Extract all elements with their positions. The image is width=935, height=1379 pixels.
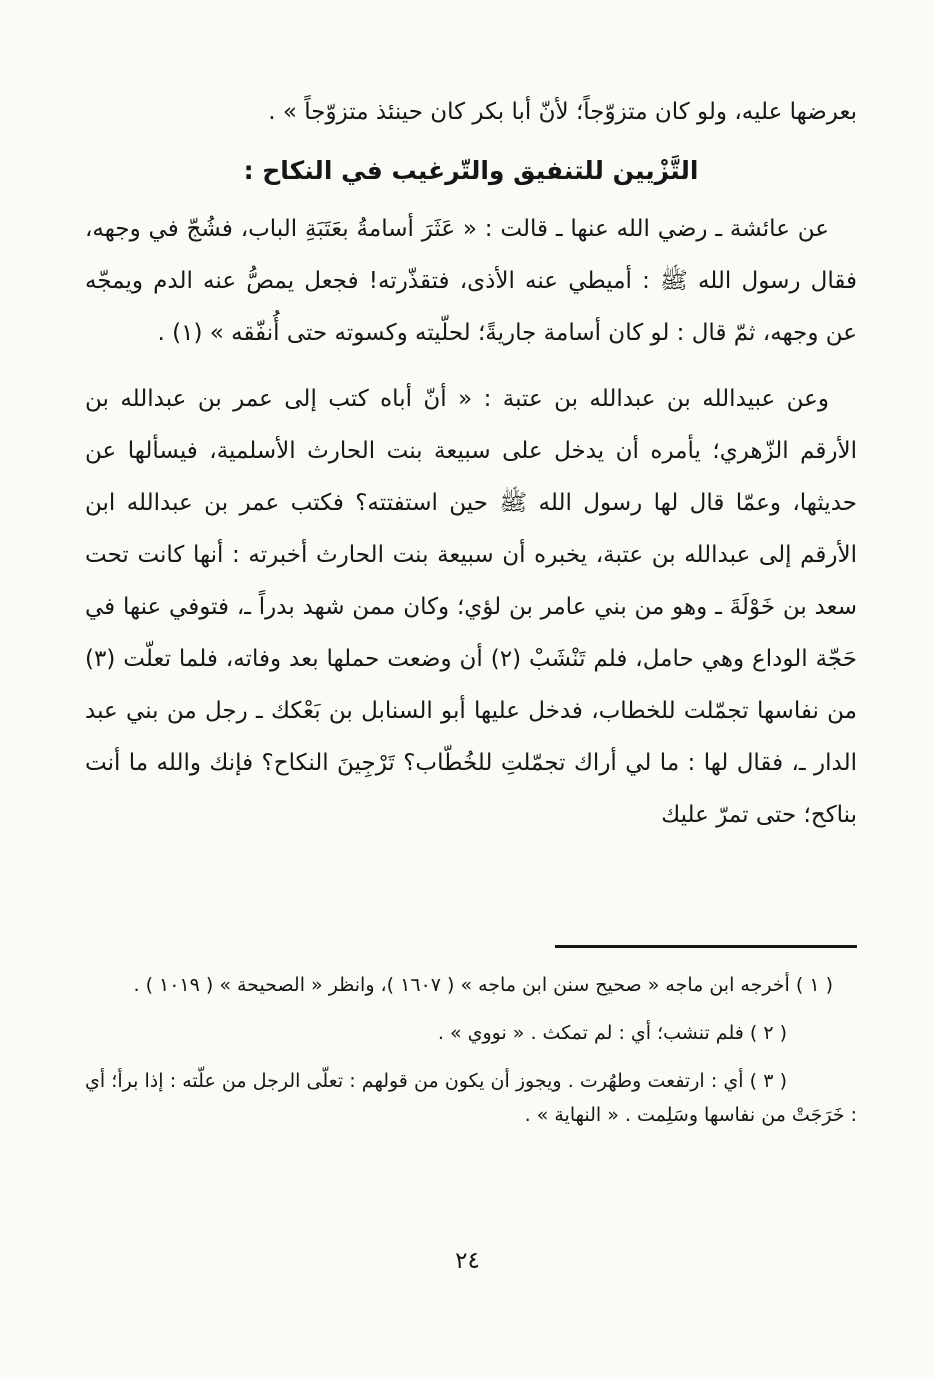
footnotes-block	[85, 968, 857, 1132]
footnote-separator-rule	[555, 945, 857, 948]
footnote-1: ( ١ ) أخرجه ابن ماجه « صحيح سنن ابن ماجه » ( ١٦٠٧ )، وانظر « الصحيحة » ( ١٠١٩ ) .	[133, 974, 833, 996]
carryover-line: بعرضها عليه، ولو كان متزوّجاً؛ لأنّ أبا بكر كان حينئذ متزوّجاً » .	[268, 99, 857, 125]
page-number: ٢٤	[455, 1248, 480, 1274]
footnote-2: ( ٢ ) فلم تنشب؛ أي : لم تمكث . « نووي » .	[437, 1022, 787, 1044]
section-heading: التَّزْيين للتنفيق والتّرغيب في النكاح :	[243, 156, 699, 185]
paragraph-hadith-aisha: عن عائشة ـ رضي الله عنها ـ قالت : « عَثَرَ أسامةُ بعَتَبَةِ الباب، فشُجّ في وجهه، فقال رسول الله ﷺ : أميطي عنه الأذى، فتقذّرته! فجعل يمصُّ عنه الدم ويمجّه عن وجهه، ثمّ قال : لو كان أسامة جاريةً؛ لحلّيته وكسوته حتى أُنفّقه » (١) .	[85, 216, 857, 346]
paragraph-hadith-subaia: وعن عبيدالله بن عبدالله بن عتبة : « أنّ أباه كتب إلى عمر بن عبدالله بن الأرقم الزّهري؛ يأمره أن يدخل على سبيعة بنت الحارث الأسلمية، فيسألها عن حديثها، وعمّا قال لها رسول الله ﷺ حين استفتته؟ فكتب عمر بن عبدالله ابن الأرقم إلى عبدالله بن عتبة، يخبره أن سبيعة بنت الحارث أخبرته : أنها كانت تحت سعد بن خَوْلَةَ ـ وهو من بني عامر بن لؤي؛ وكان ممن شهد بدراً ـ، فتوفي عنها في حَجّة الوداع وهي حامل، فلم تَنْشَبْ (٢) أن وضعت حملها بعد وفاته، فلما تعلّت (٣) من نفاسها تجمّلت للخطاب، فدخل عليها أبو السنابل بن بَعْكك ـ رجل من بني عبد الدار ـ، فقال لها : ما لي أراك تجمّلتِ للخُطّاب؟ تَرْجِينَ النكاح؟ فإنك والله ما أنت بناكح؛ حتى تمرّ عليك	[85, 386, 857, 828]
footnote-3: ( ٣ ) أي : ارتفعت وطهُرت . ويجوز أن يكون من قولهم : تعلّى الرجل من علّته : إذا برأ؛ أي : خَرَجَتْ من نفاسها وسَلِمت . « النهاية » .	[85, 1070, 857, 1126]
main-text-block	[85, 94, 857, 855]
